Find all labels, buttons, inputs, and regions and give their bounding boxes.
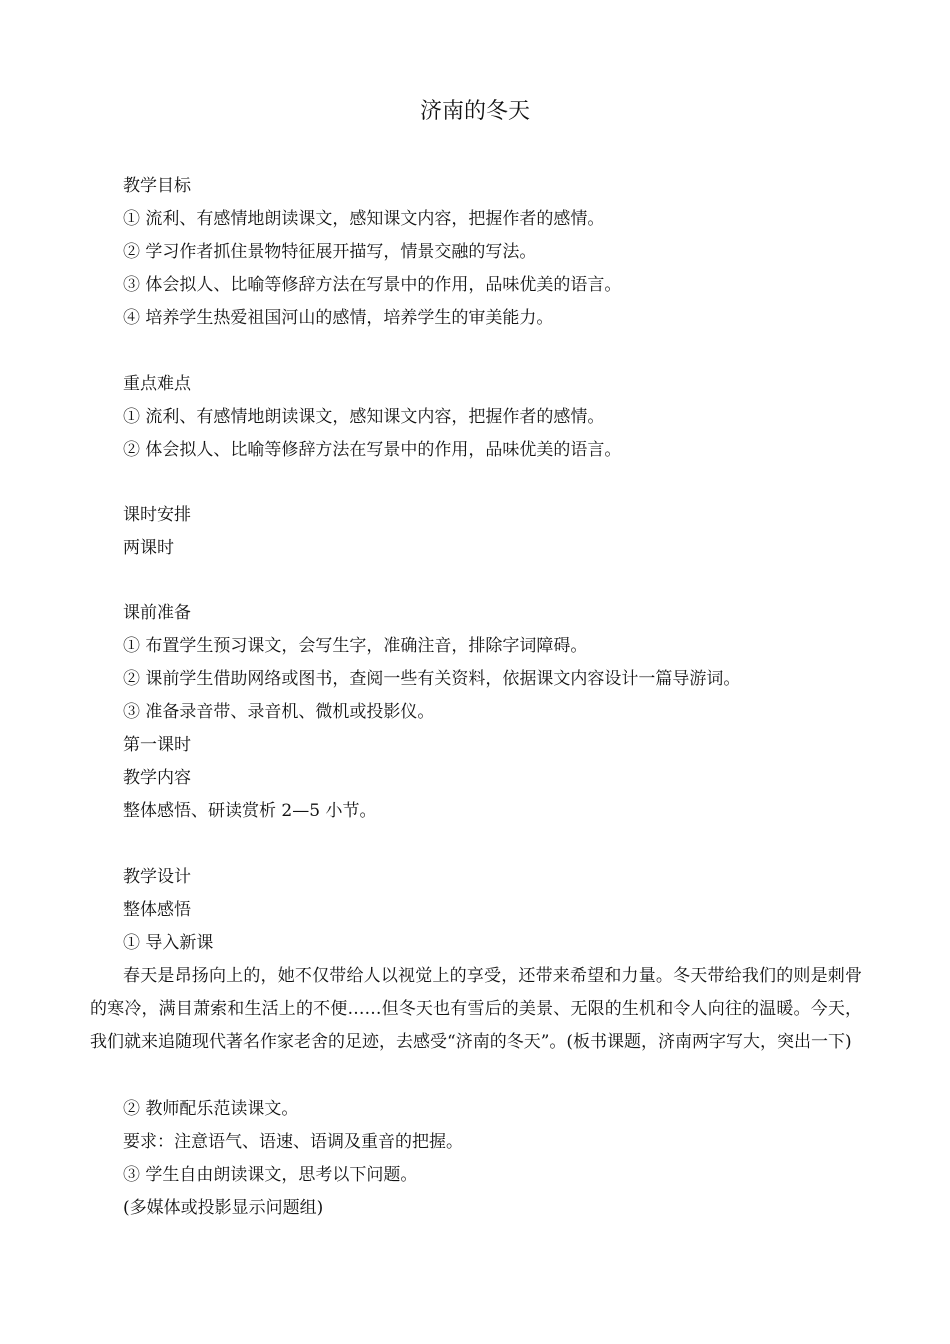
schedule-value: 两课时 bbox=[123, 538, 174, 558]
preparation-item: ② 课前学生借助网络或图书，查阅一些有关资料，依据课文内容设计一篇导游词。 bbox=[123, 669, 741, 689]
section-heading-design: 教学设计 bbox=[123, 867, 191, 887]
section-heading-preparation: 课前准备 bbox=[123, 603, 191, 623]
objective-item: ④ 培养学生热爱祖国河山的感情，培养学生的审美能力。 bbox=[123, 308, 554, 328]
objective-item: ② 学习作者抓住景物特征展开描写，情景交融的写法。 bbox=[123, 242, 537, 262]
design-step: ③ 学生自由朗读课文，思考以下问题。 bbox=[123, 1165, 418, 1185]
objective-item: ① 流利、有感情地朗读课文，感知课文内容，把握作者的感情。 bbox=[123, 209, 605, 229]
document-title: 济南的冬天 bbox=[419, 99, 530, 124]
objective-item: ③ 体会拟人、比喻等修辞方法在写景中的作用，品味优美的语言。 bbox=[123, 275, 622, 295]
content-heading: 教学内容 bbox=[123, 768, 191, 788]
design-step: ① 导入新课 bbox=[123, 933, 214, 953]
preparation-item: ③ 准备录音带、录音机、微机或投影仪。 bbox=[123, 702, 435, 722]
design-step: ② 教师配乐范读课文。 bbox=[123, 1099, 299, 1119]
section-heading-schedule: 课时安排 bbox=[123, 505, 191, 525]
design-note: (多媒体或投影显示问题组) bbox=[123, 1198, 324, 1218]
section-heading-key-points: 重点难点 bbox=[123, 374, 191, 394]
lesson-heading: 第一课时 bbox=[123, 735, 191, 755]
design-subheading: 整体感悟 bbox=[123, 900, 191, 920]
key-point-item: ② 体会拟人、比喻等修辞方法在写景中的作用，品味优美的语言。 bbox=[123, 440, 622, 460]
preparation-item: ① 布置学生预习课文，会写生字，准确注音，排除字词障碍。 bbox=[123, 636, 588, 656]
intro-paragraph: 春天是昂扬向上的，她不仅带给人以视觉上的享受，还带来希望和力量。冬天带给我们的则是刺骨的寒冷，满目萧索和生活上的不便……但冬天也有雪后的美景、无限的生机和令人向往的温暖。今天，我们就来追随现代著名作家老舍的足迹，去感受“济南的冬天”。(板书课题，济南两字写大，突出一下) bbox=[90, 966, 862, 1052]
content-value: 整体感悟、研读赏析 2—5 小节。 bbox=[123, 801, 377, 821]
key-point-item: ① 流利、有感情地朗读课文，感知课文内容，把握作者的感情。 bbox=[123, 407, 605, 427]
section-heading-objectives: 教学目标 bbox=[123, 176, 191, 196]
requirement-text: 要求：注意语气、语速、语调及重音的把握。 bbox=[123, 1132, 463, 1152]
